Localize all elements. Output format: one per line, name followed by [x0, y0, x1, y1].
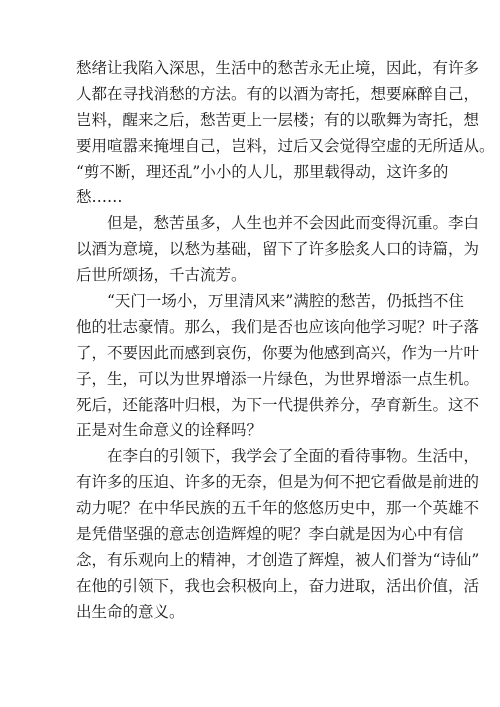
- text-line: 子，生，可以为世界增添一片绿色，为世界增添一点生机。: [76, 369, 480, 388]
- text-line: 是凭借坚强的意志创造辉煌的呢？李白就是因为心中有信: [76, 525, 464, 544]
- text-line: 后世所颂扬，千古流芳。: [76, 266, 247, 285]
- text-line: 在他的引领下，我也会积极向上，奋力进取，活出价值，活: [76, 576, 480, 595]
- text-line: 他的壮志豪情。那么，我们是否也应该向他学习呢？叶子落: [76, 317, 480, 336]
- text-line: 出生命的意义。: [76, 602, 185, 621]
- text-line: “剪不断，理还乱”小小的人儿，那里载得动，这许多的: [76, 162, 449, 181]
- text-line: 愁绪让我陷入深思，生活中的愁苦永无止境，因此，有许多: [76, 59, 480, 77]
- paragraph-start-line: “天门一场小，万里清风来”满腔的愁苦，仍抵挡不住: [107, 292, 464, 311]
- text-line: 正是对生命意义的诠释吗？: [76, 421, 263, 440]
- text-line: 以酒为意境，以愁为基础，留下了许多脍炙人口的诗篇，为: [76, 240, 480, 259]
- text-line: 死后，还能落叶归根，为下一代提供养分，孕育新生。这不: [76, 395, 480, 414]
- paragraph-start-line: 在李白的引领下，我学会了全面的看待事物。生活中，: [107, 447, 480, 466]
- text-line: 要用喧嚣来掩埋自己，岂料，过后又会觉得空虚的无所适从。: [76, 136, 495, 155]
- text-line: 动力呢？在中华民族的五千年的悠悠历史中，那一个英雄不: [76, 499, 480, 518]
- text-line: 有许多的压迫、许多的无奈，但是为何不把它看做是前进的: [76, 473, 480, 492]
- paragraph-start-line: 但是，愁苦虽多，人生也并不会因此而变得沉重。李白: [107, 214, 480, 233]
- text-line: 人都在寻找消愁的方法。有的以酒为寄托，想要麻醉自己，: [76, 84, 480, 103]
- text-line: 愁……: [76, 188, 123, 207]
- essay-text: [76, 56, 495, 626]
- text-line: 了，不要因此而感到哀伤，你要为他感到高兴，作为一片叶: [76, 343, 480, 362]
- text-line: 念，有乐观向上的精神，才创造了辉煌，被人们誉为“诗仙”: [76, 550, 480, 569]
- text-line: 岂料，醒来之后，愁苦更上一层楼；有的以歌舞为寄托，想: [76, 110, 480, 129]
